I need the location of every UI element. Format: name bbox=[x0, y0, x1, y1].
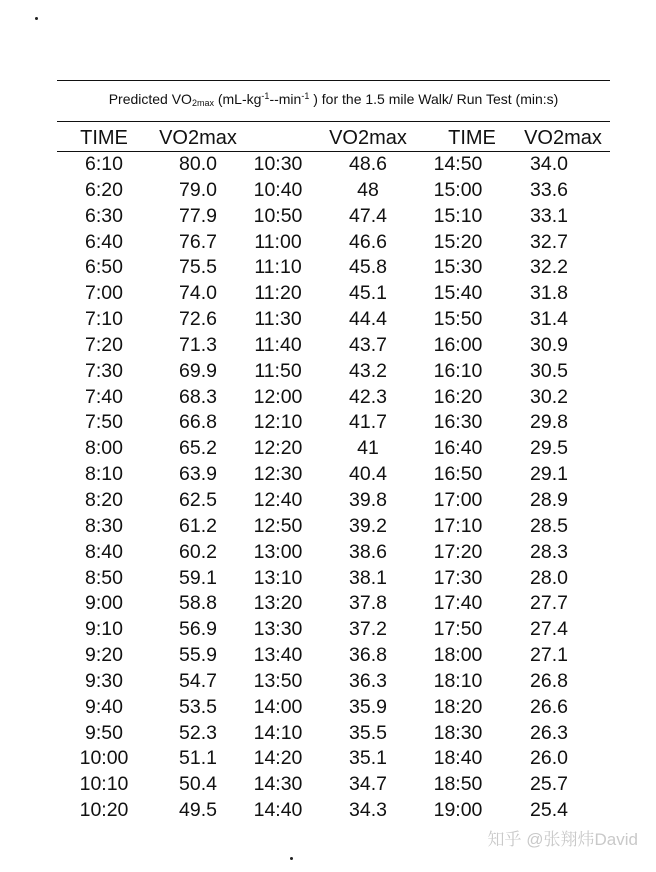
cell-vo2max-2: 36.8 bbox=[349, 644, 387, 667]
cell-vo2max-2: 46.6 bbox=[349, 230, 387, 253]
cell-vo2max-2: 37.2 bbox=[349, 618, 387, 641]
cell-vo2max-3: 26.8 bbox=[530, 669, 568, 692]
cell-vo2max-1: 71.3 bbox=[179, 333, 217, 356]
cell-vo2max-1: 69.9 bbox=[179, 359, 217, 382]
cell-time-1: 9:50 bbox=[85, 721, 123, 744]
cell-vo2max-3: 29.8 bbox=[530, 411, 568, 434]
cell-time-2: 11:10 bbox=[254, 256, 302, 279]
cell-time-1: 9:30 bbox=[85, 669, 123, 692]
cell-vo2max-3: 34.0 bbox=[530, 153, 568, 175]
cell-time-2: 10:40 bbox=[253, 178, 303, 201]
table-row bbox=[60, 333, 610, 359]
cell-time-1: 8:40 bbox=[85, 540, 123, 563]
cell-time-2: 14:30 bbox=[253, 773, 303, 796]
cell-time-1: 9:40 bbox=[85, 695, 123, 718]
cell-vo2max-2: 44.4 bbox=[349, 308, 387, 331]
cell-vo2max-3: 27.1 bbox=[530, 644, 568, 667]
cell-vo2max-1: 80.0 bbox=[179, 153, 217, 175]
cell-vo2max-1: 63.9 bbox=[179, 463, 217, 486]
cell-vo2max-1: 79.0 bbox=[179, 178, 217, 201]
cell-vo2max-3: 28.3 bbox=[530, 540, 568, 563]
cell-vo2max-1: 77.9 bbox=[179, 204, 217, 227]
vo2max-table-body bbox=[60, 152, 610, 824]
cell-vo2max-3: 32.2 bbox=[530, 256, 568, 279]
cell-vo2max-2: 41 bbox=[357, 437, 379, 460]
cell-time-3: 16:40 bbox=[433, 437, 483, 460]
cell-vo2max-2: 36.3 bbox=[349, 669, 387, 692]
table-row bbox=[60, 721, 610, 747]
cell-vo2max-3: 28.0 bbox=[530, 566, 568, 589]
cell-vo2max-2: 42.3 bbox=[349, 385, 387, 408]
table-row bbox=[60, 617, 610, 643]
cell-time-2: 13:10 bbox=[253, 566, 303, 589]
cell-time-1: 7:40 bbox=[85, 385, 123, 408]
cell-vo2max-3: 33.1 bbox=[530, 204, 568, 227]
cell-vo2max-3: 30.2 bbox=[530, 385, 568, 408]
cell-time-3: 16:30 bbox=[433, 411, 483, 434]
cell-vo2max-3: 25.7 bbox=[530, 773, 568, 796]
cell-time-2: 12:30 bbox=[253, 463, 303, 486]
table-row bbox=[60, 772, 610, 798]
table-row bbox=[60, 514, 610, 540]
cell-time-1: 10:20 bbox=[79, 799, 129, 822]
cell-time-2: 11:40 bbox=[254, 333, 302, 356]
cell-vo2max-1: 51.1 bbox=[179, 747, 217, 770]
cell-vo2max-1: 52.3 bbox=[179, 721, 217, 744]
cell-vo2max-2: 35.5 bbox=[349, 721, 387, 744]
cell-time-2: 12:50 bbox=[253, 514, 303, 537]
cell-time-3: 15:20 bbox=[433, 230, 483, 253]
cell-time-1: 6:10 bbox=[85, 153, 123, 175]
cell-vo2max-1: 68.3 bbox=[179, 385, 217, 408]
cell-vo2max-3: 31.4 bbox=[530, 308, 568, 331]
cell-time-2: 14:10 bbox=[253, 721, 303, 744]
scan-speck bbox=[290, 857, 293, 860]
cell-time-2: 14:00 bbox=[253, 695, 303, 718]
cell-time-3: 17:50 bbox=[433, 618, 483, 641]
table-row bbox=[60, 669, 610, 695]
cell-time-3: 18:00 bbox=[433, 644, 483, 667]
cell-time-3: 14:50 bbox=[433, 153, 483, 175]
table-row bbox=[60, 281, 610, 307]
cell-time-2: 10:50 bbox=[253, 204, 303, 227]
cell-time-1: 7:00 bbox=[85, 282, 123, 305]
cell-time-3: 18:50 bbox=[433, 773, 483, 796]
table-row bbox=[60, 695, 610, 721]
cell-vo2max-2: 43.7 bbox=[349, 333, 387, 356]
caption-superscript-1: -1 bbox=[261, 91, 270, 101]
cell-time-1: 9:20 bbox=[85, 644, 123, 667]
table-row bbox=[60, 488, 610, 514]
cell-time-3: 19:00 bbox=[433, 799, 483, 822]
table-row bbox=[60, 462, 610, 488]
table-row bbox=[60, 359, 610, 385]
cell-vo2max-1: 60.2 bbox=[179, 540, 217, 563]
cell-time-2: 11:50 bbox=[254, 359, 302, 382]
table-row bbox=[60, 204, 610, 230]
cell-time-3: 16:00 bbox=[433, 333, 483, 356]
cell-time-2: 11:00 bbox=[254, 230, 302, 253]
cell-time-2: 12:40 bbox=[253, 488, 303, 511]
table-row bbox=[60, 566, 610, 592]
cell-time-1: 6:50 bbox=[85, 256, 123, 279]
cell-vo2max-2: 45.1 bbox=[349, 282, 387, 305]
cell-time-1: 7:50 bbox=[85, 411, 123, 434]
cell-vo2max-3: 30.9 bbox=[530, 333, 568, 356]
cell-time-1: 8:10 bbox=[85, 463, 123, 486]
cell-vo2max-2: 40.4 bbox=[349, 463, 387, 486]
cell-time-1: 10:10 bbox=[79, 773, 129, 796]
table-row bbox=[60, 178, 610, 204]
cell-time-1: 7:20 bbox=[85, 333, 123, 356]
cell-time-1: 8:20 bbox=[85, 488, 123, 511]
cell-vo2max-2: 41.7 bbox=[349, 411, 387, 434]
cell-vo2max-3: 27.4 bbox=[530, 618, 568, 641]
cell-time-3: 17:10 bbox=[433, 514, 483, 537]
cell-vo2max-3: 29.1 bbox=[530, 463, 568, 486]
cell-time-2: 12:20 bbox=[253, 437, 303, 460]
cell-vo2max-1: 58.8 bbox=[179, 592, 217, 615]
cell-time-3: 18:10 bbox=[433, 669, 483, 692]
cell-vo2max-1: 56.9 bbox=[179, 618, 217, 641]
header-time-3: TIME bbox=[448, 127, 496, 149]
cell-vo2max-2: 39.2 bbox=[349, 514, 387, 537]
cell-time-2: 14:20 bbox=[253, 747, 303, 770]
cell-time-1: 8:50 bbox=[85, 566, 123, 589]
table-row bbox=[60, 410, 610, 436]
cell-time-2: 12:00 bbox=[253, 385, 303, 408]
caption-superscript-2: -1 bbox=[301, 91, 310, 101]
cell-time-3: 15:10 bbox=[433, 204, 483, 227]
cell-time-3: 15:00 bbox=[433, 178, 483, 201]
cell-time-3: 17:40 bbox=[433, 592, 483, 615]
cell-vo2max-1: 55.9 bbox=[179, 644, 217, 667]
caption-lead: Predicted VO bbox=[108, 91, 192, 107]
cell-vo2max-3: 26.0 bbox=[530, 747, 568, 770]
table-row bbox=[60, 385, 610, 411]
cell-vo2max-3: 32.7 bbox=[530, 230, 568, 253]
caption-tail: ) for the 1.5 mile Walk/ Run Test (min:s) bbox=[309, 91, 559, 107]
cell-vo2max-3: 28.9 bbox=[530, 488, 568, 511]
cell-vo2max-3: 31.8 bbox=[530, 282, 568, 305]
cell-vo2max-1: 75.5 bbox=[179, 256, 217, 279]
cell-vo2max-2: 35.9 bbox=[349, 695, 387, 718]
cell-vo2max-2: 39.8 bbox=[349, 488, 387, 511]
cell-vo2max-1: 76.7 bbox=[179, 230, 217, 253]
cell-vo2max-1: 61.2 bbox=[179, 514, 217, 537]
cell-vo2max-2: 48.6 bbox=[349, 153, 387, 175]
cell-vo2max-2: 47.4 bbox=[349, 204, 387, 227]
cell-time-2: 13:50 bbox=[253, 669, 303, 692]
table-row bbox=[60, 746, 610, 772]
cell-vo2max-1: 74.0 bbox=[179, 282, 217, 305]
caption-unit-a: (mL-kg bbox=[213, 91, 262, 107]
cell-vo2max-1: 49.5 bbox=[179, 799, 217, 822]
top-rule bbox=[57, 80, 610, 81]
cell-time-2: 13:30 bbox=[253, 618, 303, 641]
cell-vo2max-2: 38.6 bbox=[349, 540, 387, 563]
cell-time-3: 15:50 bbox=[433, 308, 483, 331]
cell-vo2max-1: 50.4 bbox=[179, 773, 217, 796]
cell-vo2max-1: 54.7 bbox=[179, 669, 217, 692]
cell-time-1: 6:30 bbox=[85, 204, 123, 227]
cell-time-3: 18:20 bbox=[433, 695, 483, 718]
cell-vo2max-3: 26.6 bbox=[530, 695, 568, 718]
cell-vo2max-2: 45.8 bbox=[349, 256, 387, 279]
cell-vo2max-2: 37.8 bbox=[349, 592, 387, 615]
cell-time-2: 13:20 bbox=[253, 592, 303, 615]
cell-time-2: 13:40 bbox=[253, 644, 303, 667]
cell-vo2max-2: 43.2 bbox=[349, 359, 387, 382]
table-row bbox=[60, 436, 610, 462]
scan-speck bbox=[35, 17, 38, 20]
cell-vo2max-3: 27.7 bbox=[530, 592, 568, 615]
header-time-1: TIME bbox=[80, 127, 128, 149]
caption-unit-b: --min bbox=[269, 91, 302, 107]
cell-time-1: 9:10 bbox=[85, 618, 123, 641]
caption-rule bbox=[57, 121, 610, 122]
cell-time-3: 16:50 bbox=[433, 463, 483, 486]
cell-time-2: 13:00 bbox=[253, 540, 303, 563]
cell-time-1: 8:30 bbox=[85, 514, 123, 537]
cell-time-3: 17:20 bbox=[433, 540, 483, 563]
cell-vo2max-2: 34.3 bbox=[349, 799, 387, 822]
cell-time-1: 10:00 bbox=[79, 747, 129, 770]
cell-time-3: 16:20 bbox=[433, 385, 483, 408]
cell-time-3: 17:30 bbox=[433, 566, 483, 589]
table-row bbox=[60, 255, 610, 281]
cell-vo2max-1: 66.8 bbox=[179, 411, 217, 434]
cell-time-2: 11:20 bbox=[254, 282, 302, 305]
table-row bbox=[60, 152, 610, 178]
header-vo2max-2: VO2max bbox=[329, 127, 407, 149]
table-row bbox=[60, 591, 610, 617]
cell-time-3: 18:30 bbox=[433, 721, 483, 744]
cell-time-3: 17:00 bbox=[433, 488, 483, 511]
cell-vo2max-1: 65.2 bbox=[179, 437, 217, 460]
table-row bbox=[60, 307, 610, 333]
cell-vo2max-1: 53.5 bbox=[179, 695, 217, 718]
table-row bbox=[60, 798, 610, 824]
cell-time-3: 18:40 bbox=[433, 747, 483, 770]
cell-vo2max-3: 29.5 bbox=[530, 437, 568, 460]
cell-time-3: 15:40 bbox=[433, 282, 483, 305]
cell-time-1: 6:40 bbox=[85, 230, 123, 253]
cell-vo2max-1: 72.6 bbox=[179, 308, 217, 331]
cell-time-2: 12:10 bbox=[253, 411, 303, 434]
table-row bbox=[60, 643, 610, 669]
table-row bbox=[60, 230, 610, 256]
cell-time-1: 8:00 bbox=[85, 437, 123, 460]
cell-vo2max-1: 62.5 bbox=[179, 488, 217, 511]
cell-time-1: 6:20 bbox=[85, 178, 123, 201]
cell-time-2: 14:40 bbox=[253, 799, 303, 822]
cell-time-1: 7:10 bbox=[85, 308, 123, 331]
cell-vo2max-2: 34.7 bbox=[349, 773, 387, 796]
caption-subscript: 2max bbox=[191, 98, 214, 108]
cell-time-1: 9:00 bbox=[85, 592, 123, 615]
vo2max-table bbox=[60, 152, 610, 824]
cell-time-2: 11:30 bbox=[254, 308, 302, 331]
cell-vo2max-3: 30.5 bbox=[530, 359, 568, 382]
cell-vo2max-2: 48 bbox=[357, 178, 379, 201]
cell-vo2max-3: 28.5 bbox=[530, 514, 568, 537]
cell-time-3: 16:10 bbox=[433, 359, 483, 382]
cell-time-2: 10:30 bbox=[253, 153, 303, 175]
cell-vo2max-2: 35.1 bbox=[349, 747, 387, 770]
cell-time-1: 7:30 bbox=[85, 359, 123, 382]
header-vo2max-3: VO2max bbox=[524, 127, 602, 149]
cell-time-3: 15:30 bbox=[433, 256, 483, 279]
header-vo2max-1: VO2max bbox=[159, 127, 237, 149]
table-caption bbox=[57, 86, 610, 113]
cell-vo2max-2: 38.1 bbox=[349, 566, 387, 589]
cell-vo2max-1: 59.1 bbox=[179, 566, 217, 589]
cell-vo2max-3: 33.6 bbox=[530, 178, 568, 201]
cell-vo2max-3: 26.3 bbox=[530, 721, 568, 744]
watermark: 知乎 @张翔炜David bbox=[487, 830, 638, 849]
table-row bbox=[60, 540, 610, 566]
cell-vo2max-3: 25.4 bbox=[530, 799, 568, 822]
